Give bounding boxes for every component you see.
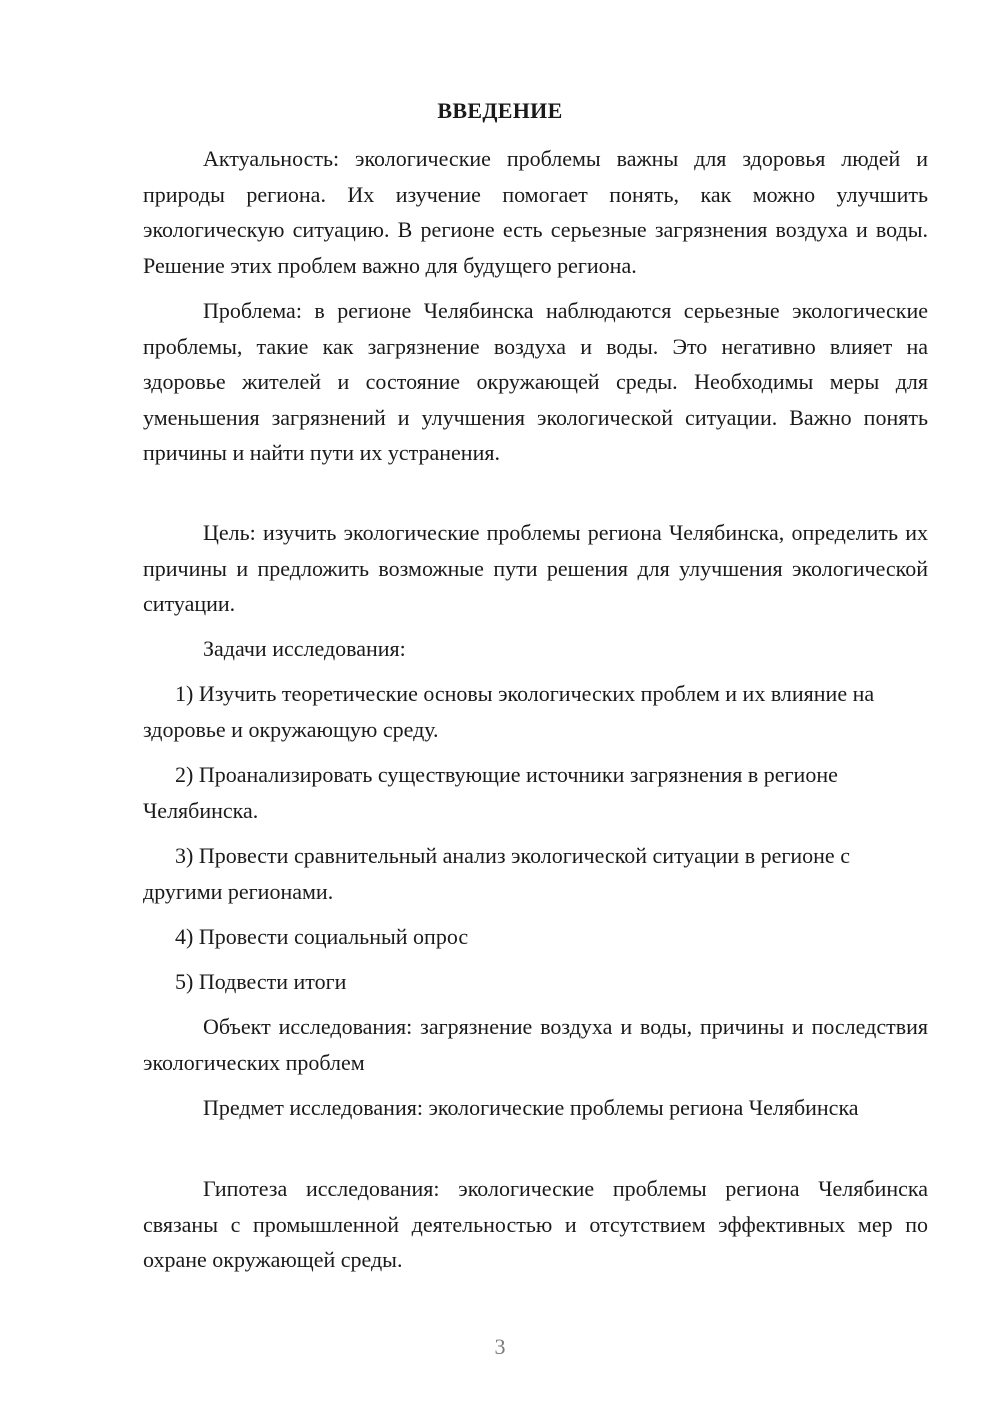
paragraph-goal: Цель: изучить экологические проблемы региона Челябинска, определить их причины и предложить возможные пути решения для улучшения экологической ситуации. [143, 520, 928, 616]
page-title: ВВЕДЕНИЕ [437, 98, 563, 123]
task-item-3: 3) Провести сравнительный анализ экологической ситуации в регионе с другими регионами. [143, 843, 850, 904]
task-item-2: 2) Проанализировать существующие источники загрязнения в регионе Челябинска. [143, 762, 838, 823]
task-item-1: 1) Изучить теоретические основы экологических проблем и их влияние на здоровье и окружающую среду. [143, 681, 875, 742]
paragraph-relevance: Актуальность: экологические проблемы важны для здоровья людей и природы региона. Их изучение помогает понять, как можно улучшить экологическую ситуацию. В регионе есть серьезные загрязнения воздуха и воды. Решение этих проблем важно для будущего региона. [143, 146, 928, 278]
task-item-4: 4) Провести социальный опрос [175, 924, 469, 949]
task-item-5: 5) Подвести итоги [175, 969, 347, 994]
paragraph-subject: Предмет исследования: экологические проблемы региона Челябинска [203, 1095, 859, 1120]
paragraph-hypothesis: Гипотеза исследования: экологические проблемы региона Челябинска связаны с промышленной деятельностью и отсутствием эффективных мер по охране окружающей среды. [143, 1176, 928, 1272]
paragraph-problem: Проблема: в регионе Челябинска наблюдаются серьезные экологические проблемы, такие как загрязнение воздуха и воды. Это негативно влияет на здоровье жителей и состояние окружающей среды. Необходимы меры для уменьшения загрязнений и улучшения экологической ситуации. Важно понять причины и найти пути их устранения. [143, 298, 928, 465]
tasks-heading: Задачи исследования: [203, 636, 406, 661]
paragraph-object: Объект исследования: загрязнение воздуха и воды, причины и последствия экологических проблем [143, 1014, 928, 1075]
page-number: 3 [494, 1334, 506, 1359]
